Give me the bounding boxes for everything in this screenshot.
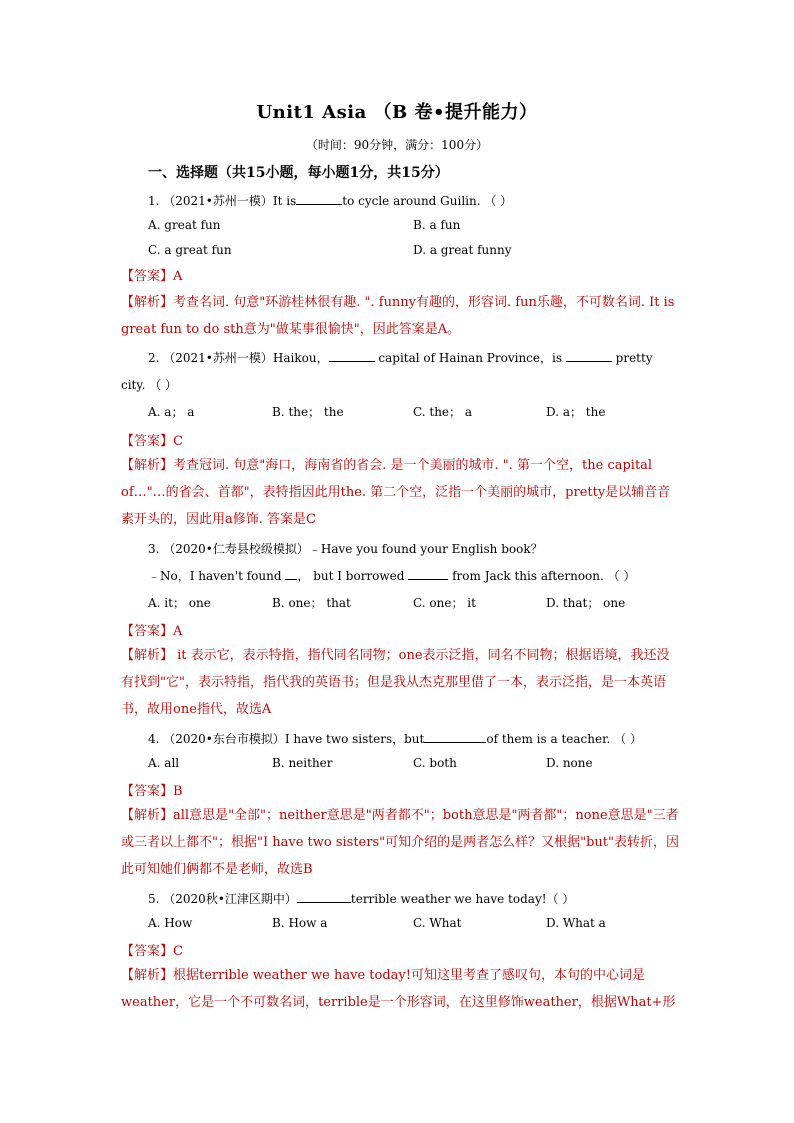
exam-info: （时间：90分钟，满分：100分） xyxy=(305,138,489,152)
question-2-option-b: B. the； the xyxy=(272,405,344,419)
question-3-answer: 【答案】A xyxy=(121,624,183,639)
section-heading: 一、选择题（共15小题，每小题1分，共15分） xyxy=(148,165,449,181)
question-2-option-d: D. a； the xyxy=(546,405,606,419)
question-3-stem-continued: ﹣No，I haven't found ， but I borrowed from Jack this afternoon. （ ） xyxy=(148,569,636,583)
answer-blank xyxy=(297,902,351,903)
question-5-option-a: A. How xyxy=(148,916,193,930)
question-1-option-c: C. a great fun xyxy=(148,243,232,257)
question-4-option-a: A. all xyxy=(148,756,180,770)
question-2-answer: 【答案】C xyxy=(121,434,183,449)
question-4-option-c: C. both xyxy=(413,756,457,770)
question-5-answer: 【答案】C xyxy=(121,944,183,959)
question-4-explanation: 【解析】all意思是"全部"；neither意思是"两者都不"；both意思是"两者都"；none意思是"三者或三者以上都不"；根据"I have two sisters"可知介绍的是两者怎么样？又根据"but"表转折，因此可知她们俩都不是老师，故选B xyxy=(121,808,679,877)
answer-blank xyxy=(296,204,342,205)
question-2-option-a: A. a； a xyxy=(148,405,195,419)
answer-blank xyxy=(408,579,448,580)
answer-blank xyxy=(329,361,375,362)
question-1-answer: 【答案】A xyxy=(121,269,183,284)
question-5-stem: 5. （2020秋•江津区期中） terrible weather we have today!（ ） xyxy=(148,892,575,906)
question-2-explanation: 【解析】考查冠词. 句意"海口，海南省的省会. 是一个美丽的城市. ". 第一个空，the capital of…"…的省会、首都"，表特指因此用the. 第二个空，泛指一个美丽的城市，pretty是以辅音音素开头的，因此用a修饰. 答案是C xyxy=(121,458,671,527)
question-3-option-d: D. that； one xyxy=(546,596,626,610)
question-5-option-b: B. How a xyxy=(272,916,328,930)
question-5-option-d: D. What a xyxy=(546,916,606,930)
page-title: Unit1 Asia （B 卷•提升能力） xyxy=(256,102,538,123)
question-2-option-c: C. the； a xyxy=(413,405,473,419)
answer-blank xyxy=(424,742,486,743)
question-3-option-b: B. one； that xyxy=(272,596,351,610)
question-1-option-a: A. great fun xyxy=(148,218,221,232)
question-4-stem: 4. （2020•东台市模拟）I have two sisters，but of them is a teacher. （ ） xyxy=(148,732,642,746)
question-1-option-b: B. a fun xyxy=(413,218,461,232)
question-3-stem: 3. （2020•仁寿县校级模拟）﹣Have you found your English book？ xyxy=(148,542,543,556)
question-5-option-c: C. What xyxy=(413,916,462,930)
question-4-answer: 【答案】B xyxy=(121,784,183,799)
question-3-option-a: A. it； one xyxy=(148,596,211,610)
question-1-option-d: D. a great funny xyxy=(413,243,512,257)
answer-blank xyxy=(566,361,612,362)
answer-blank xyxy=(285,579,297,580)
question-1-explanation: 【解析】考查名词. 句意"环游桂林很有趣. ". funny有趣的，形容词. fun乐趣，不可数名词. It is great fun to do sth意为"做某事很愉快"，因此答案是A。 xyxy=(121,295,675,337)
question-5-explanation: 【解析】根据terrible weather we have today!可知这里考查了感叹句，本句的中心词是weather，它是一个不可数名词，terrible是一个形容词，在这里修饰weather，根据What+形 xyxy=(121,968,676,1010)
question-1-stem: 1. （2021•苏州一模）It is to cycle around Guilin. （ ） xyxy=(148,194,513,208)
question-2-stem: 2. （2021•苏州一模）Haikou， capital of Hainan Province，is pretty xyxy=(148,351,653,365)
question-4-option-d: D. none xyxy=(546,756,593,770)
question-4-option-b: B. neither xyxy=(272,756,333,770)
question-3-option-c: C. one； it xyxy=(413,596,476,610)
question-2-stem-continued: city. （ ） xyxy=(121,378,178,392)
question-3-explanation: 【解析】 it 表示它，表示特指，指代同名同物；one表示泛指，同名不同物；根据语境，我还没有找到"它"，表示特指，指代我的英语书；但是我从杰克那里借了一本，表示泛指，是一本英语书，故用one指代，故选A xyxy=(121,648,670,717)
